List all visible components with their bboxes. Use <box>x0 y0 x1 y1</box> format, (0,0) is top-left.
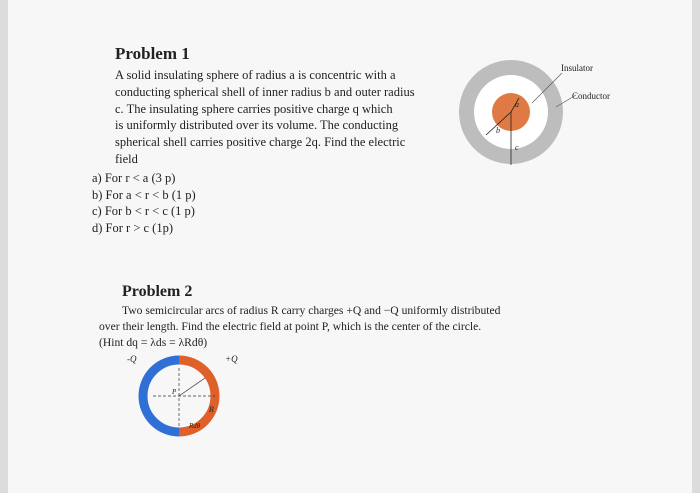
label-p: P <box>172 388 177 396</box>
statement-line: A solid insulating sphere of radius a is concentric with a <box>115 68 396 82</box>
statement-line: spherical shell carries positive charge 2q. Find the electric <box>115 135 406 150</box>
radius-line <box>179 378 205 396</box>
statement-line: field <box>115 151 138 166</box>
problem-1-statement <box>115 67 465 168</box>
part-c: c) For b < r < c (1 p) <box>92 204 195 219</box>
label-b: b <box>496 126 500 135</box>
label-r: R <box>209 405 214 414</box>
sphere-shell-figure <box>458 55 638 175</box>
label-rdtheta: Rdθ <box>189 422 201 430</box>
problem-1-parts <box>92 170 196 236</box>
statement-line: conducting spherical shell of inner radius b and outer radius <box>115 84 415 99</box>
insulator-label: Insulator <box>561 63 593 73</box>
part-b: b) For a < r < b (1 p) <box>92 187 196 202</box>
label-c: c <box>515 143 519 152</box>
label-plus-q: +Q <box>225 354 238 364</box>
problem-2-statement <box>99 303 599 335</box>
problem-2-hint: (Hint dq = λds = λRdθ) <box>99 336 208 349</box>
label-minus-q: -Q <box>127 354 137 364</box>
label-a: a <box>515 100 519 109</box>
conductor-label: Conductor <box>572 91 610 101</box>
statement-line: is uniformly distributed over its volume. The conducting <box>115 118 399 133</box>
semicircle-arcs-figure <box>113 348 263 448</box>
part-a: a) For r < a (3 p) <box>92 171 176 185</box>
statement-line: Two semicircular arcs of radius R carry charges +Q and −Q uniformly distributed <box>122 304 501 317</box>
problem-1-title: Problem 1 <box>115 44 190 63</box>
problem-2-title: Problem 2 <box>122 283 193 300</box>
statement-line: c. The insulating sphere carries positive charge q which <box>115 101 393 116</box>
statement-line: over their length. Find the electric field at point P, which is the center of the circle. <box>99 320 482 333</box>
document-page <box>8 0 692 493</box>
part-d: d) For r > c (1p) <box>92 220 173 235</box>
